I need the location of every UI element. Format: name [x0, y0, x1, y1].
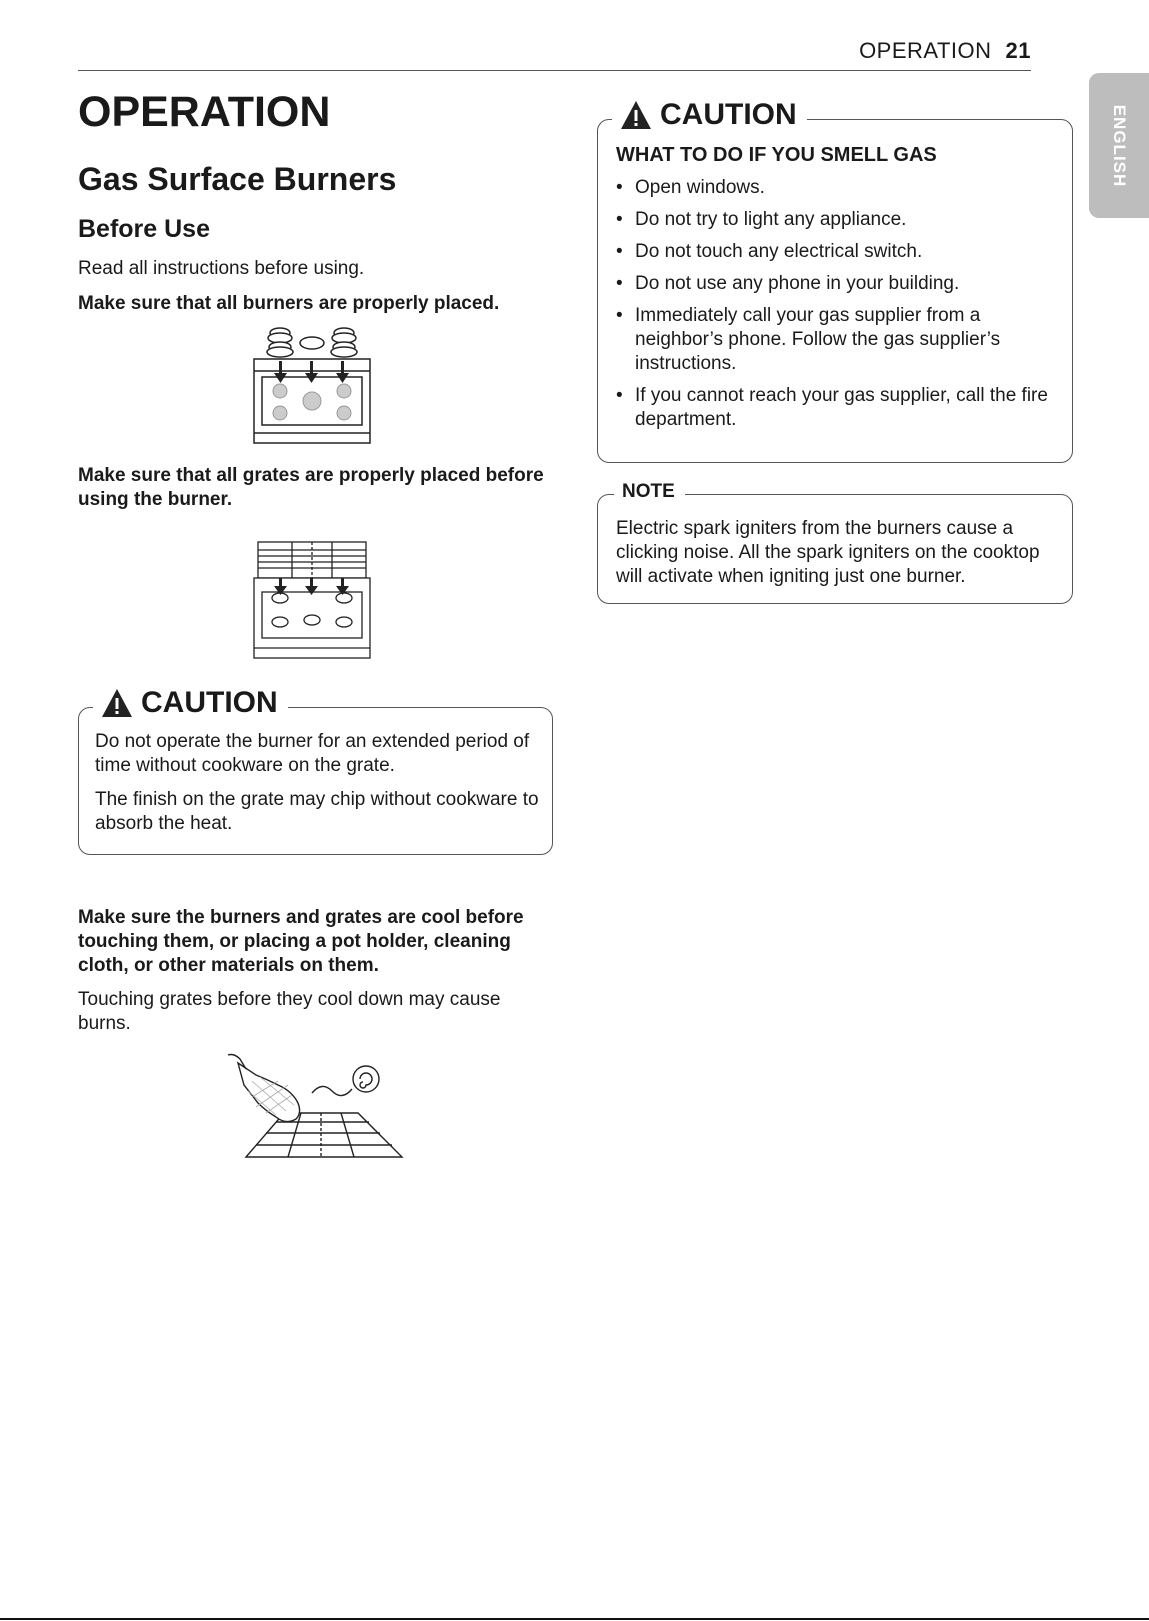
cool-before-touching-text: Make sure the burners and grates are cool before touching them, or placing a pot holder, cleaning cloth, or other materials on them. [78, 907, 524, 976]
list-item: • Do not use any phone in your building. [616, 272, 1056, 296]
section-title: Gas Surface Burners [78, 161, 397, 197]
page-number: 21 [1005, 38, 1031, 63]
note-text: Electric spark igniters from the burners cause a clicking noise. All the spark igniters on the cooktop will activate when igniting just one burner. [616, 518, 1040, 587]
burners-placed-text: Make sure that all burners are properly placed. [78, 293, 500, 314]
caution-box-title [93, 686, 288, 720]
header-section: OPERATION [859, 38, 992, 63]
caution-box-grate [78, 686, 553, 855]
oven-mitt-illustration [226, 1045, 406, 1160]
caution-grate-text-2: The finish on the grate may chip without cookware to absorb the heat. [95, 789, 539, 834]
note-box [597, 481, 1073, 604]
list-item: • Do not touch any electrical switch. [616, 240, 1056, 264]
page-title: OPERATION [78, 88, 331, 136]
burns-warning-text: Touching grates before they cool down may cause burns. [78, 989, 501, 1034]
burners-placement-illustration [252, 325, 372, 445]
warning-triangle-icon [620, 100, 652, 130]
subsection-title: Before Use [78, 215, 210, 243]
list-item: • Immediately call your gas supplier from a neighbor’s phone. Follow the gas supplier’s instructions. [616, 304, 1056, 376]
language-tab [1089, 73, 1149, 218]
language-tab-label: ENGLISH [1110, 104, 1129, 187]
gas-smell-heading: WHAT TO DO IF YOU SMELL GAS [616, 144, 937, 166]
gas-smell-list [616, 176, 1056, 440]
list-item: • Open windows. [616, 176, 1056, 200]
intro-text: Read all instructions before using. [78, 258, 365, 279]
list-item: • If you cannot reach your gas supplier, call the fire department. [616, 384, 1056, 432]
header-divider [78, 70, 1031, 71]
grates-placement-illustration [252, 540, 372, 660]
caution-label: CAUTION [660, 98, 797, 131]
caution-grate-text-1: Do not operate the burner for an extended period of time without cookware on the grate. [95, 731, 530, 776]
caution-box-title [612, 98, 807, 132]
page-header [859, 38, 1031, 64]
list-item: • Do not try to light any appliance. [616, 208, 1056, 232]
grates-placed-text: Make sure that all grates are properly placed before using the burner. [78, 465, 544, 510]
caution-box-gas-smell [597, 98, 1073, 463]
note-title: NOTE [614, 481, 685, 503]
warning-triangle-icon [101, 688, 133, 718]
caution-label: CAUTION [141, 686, 278, 719]
page-bottom-border [0, 1618, 1149, 1620]
